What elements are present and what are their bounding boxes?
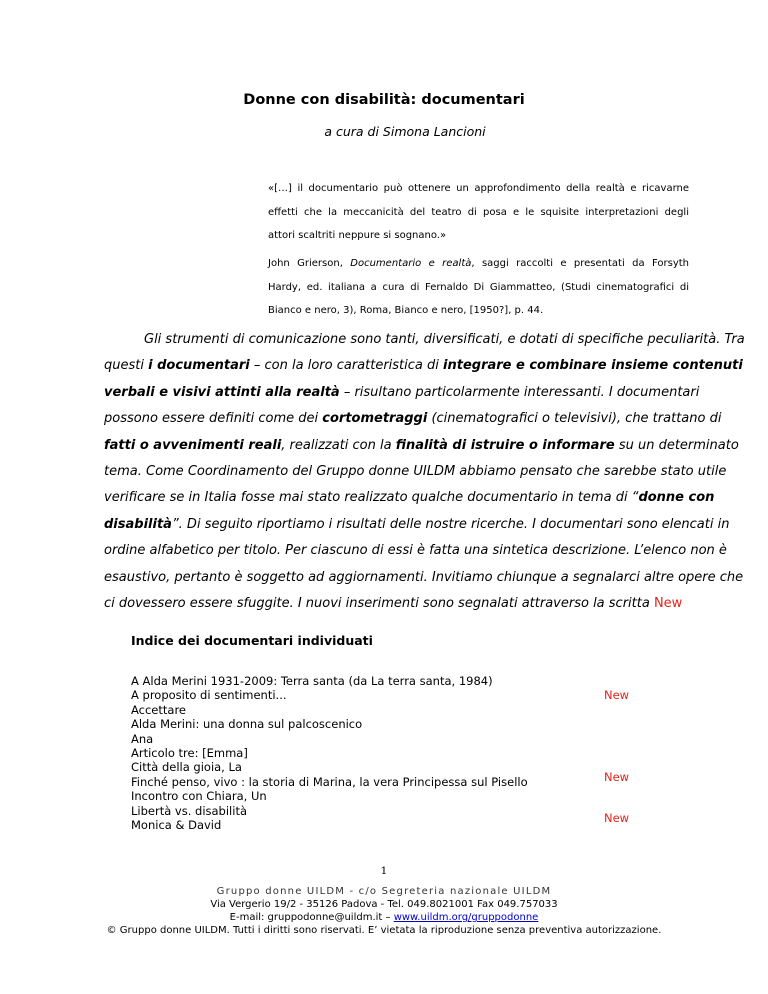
list-item: Incontro con Chiara, Un: [131, 789, 267, 804]
list-item: A proposito di sentimenti...: [131, 688, 287, 703]
footer-copyright: © Gruppo donne UILDM. Tutti i diritti sono riservati. E’ vietata la riproduzione senza preventiva autorizzazione.: [106, 925, 662, 936]
list-item: Articolo tre: [Emma]: [131, 746, 248, 761]
list-item: Libertà vs. disabilità: [131, 803, 247, 818]
list-item: Accettare: [131, 702, 187, 717]
citation-line: Hardy, ed. italiana a cura di Fernaldo Di Giammatteo, (Studi cinematografici di: [268, 281, 689, 293]
list-item: Città della gioia, La: [131, 760, 242, 775]
list-item: Finché penso, vivo : la storia di Marina, la vera Principessa sul Pisello: [131, 774, 528, 789]
epigraph-quote: [268, 177, 689, 248]
index-heading: Indice dei documentari individuati: [131, 633, 373, 648]
list-item: Alda Merini: una donna sul palcoscenico: [131, 717, 363, 732]
document-subtitle: a cura di Simona Lancioni: [324, 124, 486, 139]
list-item: A Alda Merini 1931-2009: Terra santa (da La terra santa, 1984): [131, 674, 493, 688]
new-label: New: [653, 596, 683, 612]
new-marker: New: [604, 688, 630, 702]
footer-org: Gruppo donne UILDM - c/o Segreteria nazionale UILDM: [216, 886, 552, 897]
page-number: 1: [380, 865, 388, 877]
document-title: Donne con disabilità: documentari: [243, 92, 525, 108]
footer-address: Via Vergerio 19/2 - 35126 Padova - Tel. 049.8021001 Fax 049.757033: [210, 899, 558, 910]
epigraph-citation: [268, 252, 689, 323]
footer-contact: E-mail: gruppodonne@uildm.it – www.uildm.org/gruppodonne: [229, 912, 539, 923]
citation-line: John Grierson, Documentario e realtà, saggi raccolti e presentati da Forsyth: [268, 258, 690, 269]
citation-line: Bianco e nero, 3), Roma, Bianco e nero, [1950?], p. 44.: [268, 305, 544, 316]
index-list: [131, 674, 528, 832]
new-marker: New: [604, 770, 630, 784]
quote-line: «[…] il documentario può ottenere un approfondimento della realtà e ricavarne: [268, 183, 689, 194]
list-item: Monica & David: [131, 818, 222, 833]
quote-line: attori scaltriti neppure si sognano.»: [268, 230, 447, 241]
quote-line: effetti che la meccanicità del teatro di posa e le squisite interpretazioni degli: [268, 206, 689, 218]
list-item: Ana: [131, 731, 154, 746]
website-link[interactable]: www.uildm.org/gruppodonne: [393, 912, 539, 923]
intro-paragraph: Gli strumenti di comunicazione sono tanti, diversificati, e dotati di specifiche peculiarità. Tra questi i documentari – con la loro caratteristica di integrare e combinare insieme contenuti verbali e visivi attinti alla realtà – risultano particolarmente interessanti. I documentari possono essere definiti come dei cortometraggi (cinematografici o televisivi), che trattano di fatti o avvenimenti reali, realizzati con la finalità di istruire o informare su un determinato tema. Come Coordinamento del Gruppo donne UILDM abbiamo pensato che sarebbe stato utile verificare se in Italia fosse mai stato realizzato qualche documentario in tema di “donne con disabilità”. Di seguito riportiamo i risultati delle nostre ricerche. I documentari sono elencati in ordine alfabetico per titolo. Per ciascuno di essi è fatta una sintetica descrizione. L’elenco non è esaustivo, pertanto è soggetto ad aggiornamenti. Invitiamo chiunque a segnalarci altre opere che ci dovessero essere sfuggite. I nuovi inserimenti sono segnalati attraverso la scritta New: [104, 332, 745, 612]
new-marker: New: [604, 811, 630, 825]
